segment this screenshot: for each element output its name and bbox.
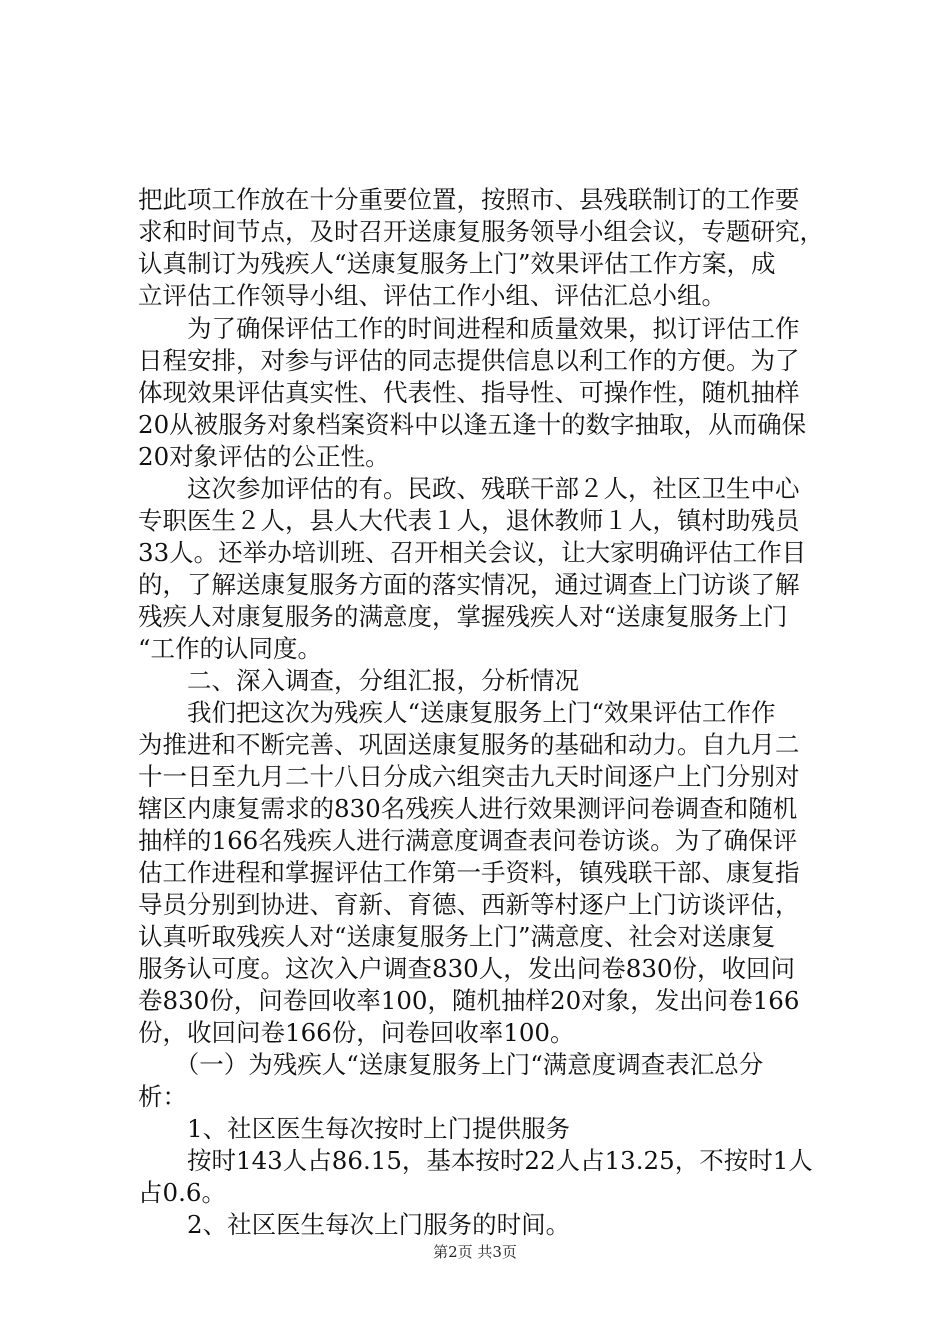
page-footer: 第2页 共3页	[433, 1243, 517, 1261]
text-line: 服务认可度。这次入户调查830人，发出问卷830份，收回问	[138, 954, 796, 983]
text-line: 33人。还举办培训班、召开相关会议，让大家明确评估工作目	[138, 538, 807, 567]
text-line: 20对象评估的公正性。	[138, 442, 390, 471]
text-line: “工作的认同度。	[138, 634, 323, 663]
text-line: 导员分别到协进、育新、育德、西新等村逐户上门访谈评估，	[138, 890, 800, 919]
text-line: 认真听取残疾人对“送康复服务上门”满意度、社会对送康复	[138, 922, 776, 951]
section-heading: 二、深入调查，分组汇报，分析情况	[138, 666, 579, 695]
text-line: 抽样的166名残疾人进行满意度调查表问卷访谈。为了确保评	[138, 826, 798, 855]
list-item: 2、社区医生每次上门服务的时间。	[138, 1210, 571, 1239]
list-item: 1、社区医生每次按时上门提供服务	[138, 1114, 571, 1143]
text-line: 这次参加评估的有。民政、残联干部２人，社区卫生中心	[138, 474, 800, 503]
text-line: 把此项工作放在十分重要位置，按照市、县残联制订的工作要	[138, 185, 800, 214]
text-line: 残疾人对康复服务的满意度，掌握残疾人对“送康复服务上门	[138, 602, 788, 631]
text-line: 十一日至九月二十八日分成六组突击九天时间逐户上门分别对	[138, 762, 800, 791]
text-line: 为了确保评估工作的时间进程和质量效果，拟订评估工作	[138, 314, 800, 343]
text-line: 析：	[138, 1082, 187, 1111]
text-line: 认真制订为残疾人“送康复服务上门”效果评估工作方案，成	[138, 249, 776, 278]
text-line: 求和时间节点，及时召开送康复服务领导小组会议，专题研究，	[138, 217, 824, 246]
text-line: 卷830份，问卷回收率100，随机抽样20对象，发出问卷166	[138, 986, 800, 1015]
text-line: 专职医生２人，县人大代表１人，退休教师１人，镇村助残员	[138, 506, 800, 535]
text-line: 估工作进程和掌握评估工作第一手资料，镇残联干部、康复指	[138, 858, 800, 887]
text-line: 按时143人占86.15，基本按时22人占13.25，不按时1人	[138, 1146, 813, 1175]
text-line: 为推进和不断完善、巩固送康复服务的基础和动力。自九月二	[138, 730, 800, 759]
text-line: 的，了解送康复服务方面的落实情况，通过调查上门访谈了解	[138, 570, 800, 599]
text-line: 立评估工作领导小组、评估工作小组、评估汇总小组。	[138, 281, 726, 310]
text-line: 20从被服务对象档案资料中以逢五逢十的数字抽取，从而确保	[138, 410, 807, 439]
text-line: 辖区内康复需求的830名残疾人进行效果测评问卷调查和随机	[138, 794, 798, 823]
text-line: 日程安排，对参与评估的同志提供信息以利工作的方便。为了	[138, 346, 800, 375]
text-line: 份，收回问卷166份，问卷回收率100。	[138, 1018, 575, 1047]
subsection-heading: （一）为残疾人“送康复服务上门“满意度调查表汇总分	[138, 1050, 764, 1079]
text-line: 体现效果评估真实性、代表性、指导性、可操作性，随机抽样	[138, 378, 800, 407]
text-line: 占0.6。	[138, 1178, 226, 1207]
text-line: 我们把这次为残疾人“送康复服务上门“效果评估工作作	[138, 698, 776, 727]
